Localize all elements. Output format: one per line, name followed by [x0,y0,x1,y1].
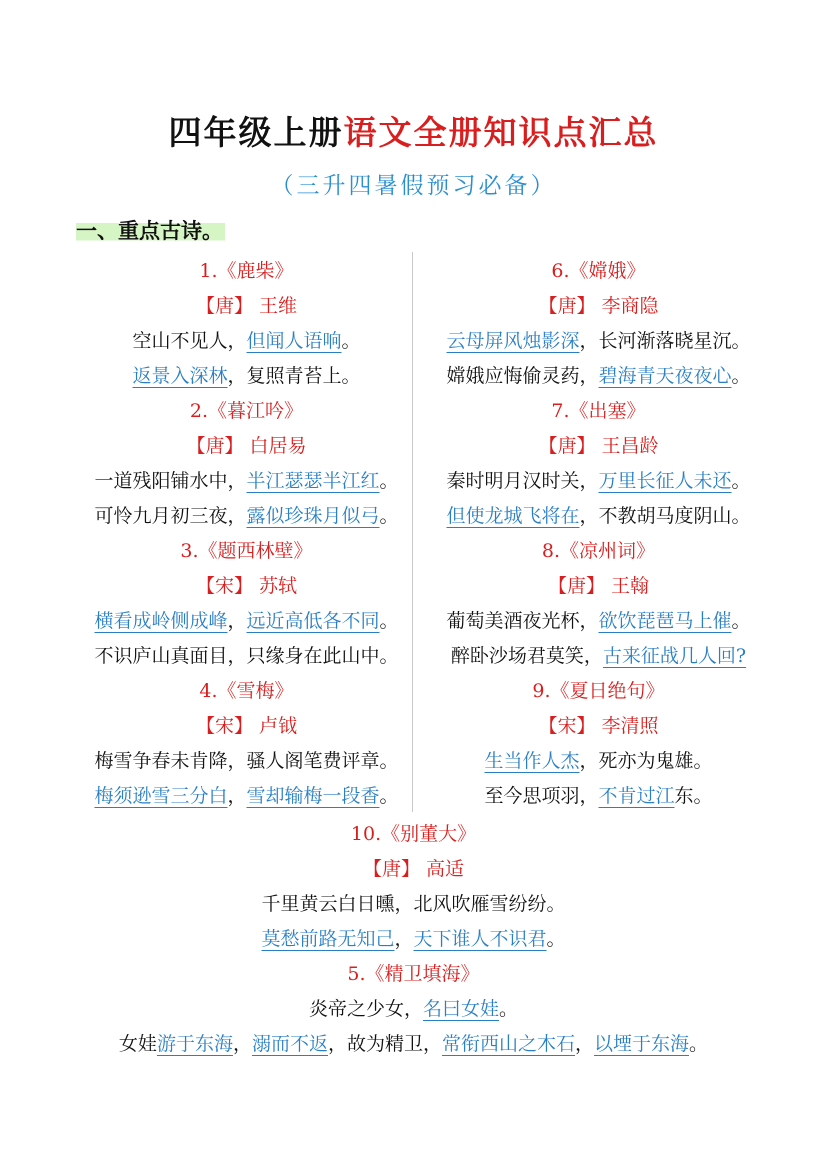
poem-author-line [74,289,419,324]
poem-text: 至今思项羽， [484,785,599,807]
poem-text: 。 [379,505,399,527]
poem-text: 炎帝之少女， [308,998,423,1020]
key-phrase: 远近高低各不同 [246,610,380,632]
poem-dynasty: 【唐】 [195,295,253,317]
key-phrase: 不肯过江 [598,785,675,807]
poem-text: 。 [546,928,566,950]
poem-line [74,324,419,359]
poem-author-line [426,429,771,464]
poem-line [74,464,419,499]
key-phrase: 雪却输梅一段香 [246,785,380,807]
poem-text: 。 [499,998,519,1020]
poem-line [426,499,771,534]
poem-dynasty: 【唐】 [547,575,605,597]
poem [0,817,827,957]
poem-line [74,604,419,639]
poem-title: 10.《别董大》 [350,823,477,845]
poem-line [426,359,771,394]
poem-author: 高适 [426,858,465,880]
poem-text: 葡萄美酒夜光杯， [446,610,599,632]
key-phrase: 半江瑟瑟半江红 [246,470,380,492]
poem-text: 千里黄云白日曛，北风吹雁雪纷纷。 [261,893,566,915]
key-phrase: 万里长征人未还 [598,470,732,492]
title-black: 四年级上册 [168,113,344,152]
poem-title: 8.《凉州词》 [541,540,656,562]
poem-author-line [74,709,419,744]
right-column [426,254,771,814]
key-phrase: 生当作人杰 [484,750,580,772]
key-phrase: 溺而不返 [251,1033,328,1055]
key-phrase: 莫愁前路无知己 [261,928,395,950]
poem-text: 东。 [674,785,713,807]
key-phrase: 常衔西山之木石 [442,1033,576,1055]
poem-text: ，不教胡马度阴山。 [579,505,751,527]
poem-text: ， [394,928,414,950]
poem-dynasty: 【唐】 [538,435,596,457]
key-phrase: 返景入深林 [132,365,228,387]
poem-dynasty: 【宋】 [538,715,596,737]
key-phrase: 游于东海 [156,1033,233,1055]
poem-line [426,744,771,779]
poem-title: 3.《题西林壁》 [180,540,313,562]
poem-title: 5.《精卫填海》 [347,963,480,985]
key-phrase: 碧海青天夜夜心 [598,365,732,387]
poem-author-line [426,289,771,324]
key-phrase: 但使龙城飞将在 [446,505,580,527]
poem-text: 嫦娥应悔偷灵药， [446,365,599,387]
poem-author: 卢钺 [259,715,298,737]
poem-title: 1.《鹿柴》 [199,260,294,282]
poem [74,394,419,534]
poem-line [426,464,771,499]
title-red: 语文全册知识点汇总 [343,113,659,152]
poem-author: 白居易 [249,435,307,457]
poem-author: 李商隐 [601,295,659,317]
poem-text: 不识庐山真面目，只缘身在此山中。 [94,645,399,667]
poem-text: 可怜九月初三夜， [94,505,247,527]
page-subtitle: （三升四暑假预习必备） [270,173,557,199]
poem-text: 。 [731,365,751,387]
poem-author-line [74,429,419,464]
poem-title: 6.《嫦娥》 [551,260,646,282]
key-phrase: 欲饮琵琶马上催 [598,610,732,632]
poem-author: 王翰 [611,575,650,597]
key-phrase: 古来征战几人回? [602,645,747,667]
poem-author: 王昌龄 [601,435,659,457]
poem-title: 9.《夏日绝句》 [532,680,665,702]
key-phrase: 横看成岭侧成峰 [94,610,228,632]
key-phrase: 云母屏风烛影深 [446,330,580,352]
poem-line [426,324,771,359]
poem [74,254,419,394]
poem-text: ， [232,1033,252,1055]
poem-text: ，长河渐落晓星沉。 [579,330,751,352]
poem-text: 秦时明月汉时关， [446,470,599,492]
poem [426,254,771,394]
poem-title: 4.《雪梅》 [199,680,294,702]
poem-text: 一道残阳铺水中， [94,470,247,492]
poem-author: 王维 [259,295,298,317]
key-phrase: 名曰女娃 [422,998,499,1020]
poem-text: ， [227,785,247,807]
poem-text: ， [575,1033,595,1055]
poem-title: 2.《暮江吟》 [189,400,304,422]
poem-line [426,779,771,814]
poem-author: 李清照 [601,715,659,737]
poem-dynasty: 【唐】 [186,435,244,457]
poem-text: 。 [379,470,399,492]
poem-text: 醉卧沙场君莫笑， [450,645,603,667]
left-column [74,254,419,814]
poem-author-line [426,709,771,744]
poem-author-line [0,852,827,887]
section-heading [76,212,225,250]
poem-line [426,604,771,639]
poem-text: 。 [341,330,361,352]
poem-line [74,744,419,779]
poem-author-line [426,569,771,604]
poem-line [74,779,419,814]
poem [74,674,419,814]
poem-line [0,992,827,1027]
poem-dynasty: 【宋】 [195,575,253,597]
key-phrase: 但闻人语响 [246,330,342,352]
poem-text: ，故为精卫， [327,1033,442,1055]
poem-text: ，复照青苔上。 [227,365,361,387]
page-title [0,108,827,158]
poem-text: 。 [731,470,751,492]
poem-line [74,359,419,394]
key-phrase: 梅须逊雪三分白 [94,785,228,807]
poem-title: 7.《出塞》 [551,400,646,422]
poem-author: 苏轼 [259,575,298,597]
poem [426,394,771,534]
poem-line [74,499,419,534]
poem-text: 。 [689,1033,709,1055]
poem-text: ， [227,610,247,632]
poem-dynasty: 【唐】 [362,858,420,880]
poem [74,534,419,674]
poem-text: 。 [731,610,751,632]
poem-text: 女娃 [118,1033,157,1055]
poem [426,674,771,814]
poem-dynasty: 【唐】 [538,295,596,317]
poem-text: 梅雪争春未肯降，骚人阁笔费评章。 [94,750,399,772]
poem-dynasty: 【宋】 [195,715,253,737]
poem-line [74,639,419,674]
poem-line [0,922,827,957]
poem [426,534,771,674]
key-phrase: 以堙于东海 [594,1033,690,1055]
poem-text: 。 [379,785,399,807]
poem-author-line [74,569,419,604]
section-heading-text: 一、重点古诗。 [76,218,223,243]
poem-line [426,639,771,674]
poem-text: 空山不见人， [132,330,247,352]
key-phrase: 露似珍珠月似弓 [246,505,380,527]
poem-line [0,887,827,922]
poem-line [0,1027,827,1062]
poem [0,957,827,1062]
poem-text: ，死亦为鬼雄。 [579,750,713,772]
key-phrase: 天下谁人不识君 [413,928,547,950]
bottom-section [0,817,827,1062]
poem-text: 。 [379,610,399,632]
